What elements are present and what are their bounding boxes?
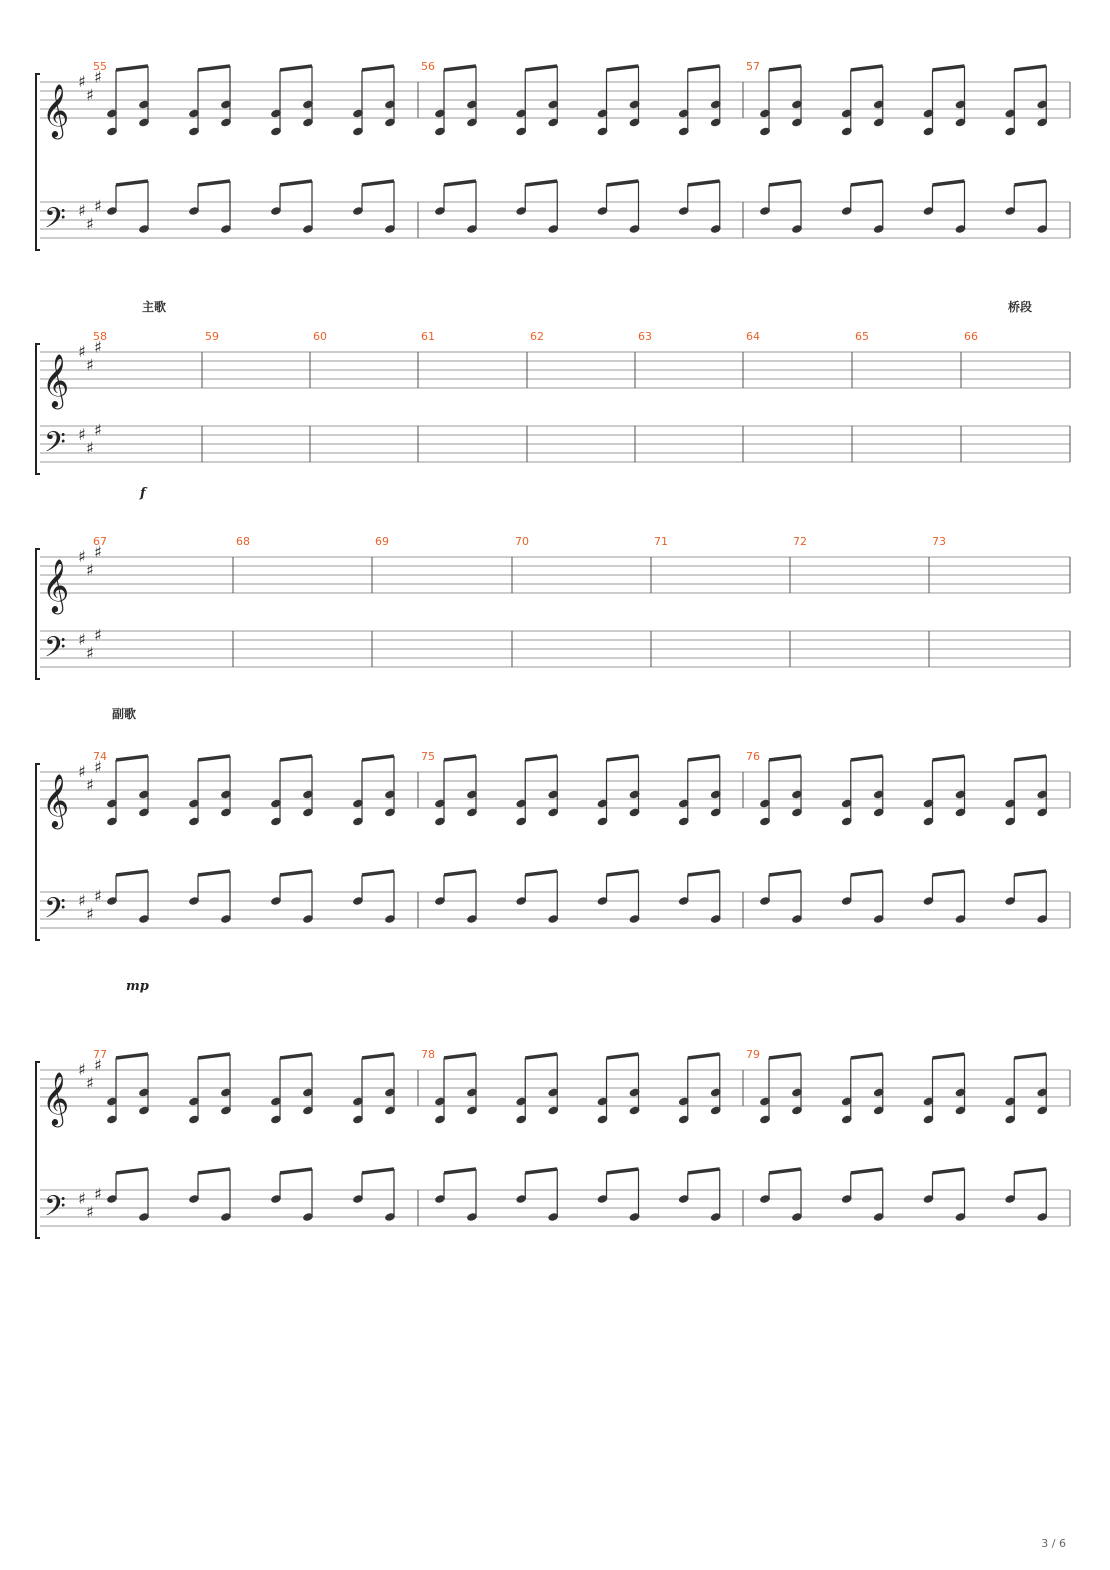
system-2-treble-key-sharp: ♯ <box>94 337 102 357</box>
system-4-treble-beat-beam <box>607 756 639 760</box>
system-1-treble-key-sharp: ♯ <box>94 67 102 87</box>
dynamic-mezzo-piano: mp <box>126 979 149 994</box>
measure-number: 55 <box>93 60 107 73</box>
measure-number: 58 <box>93 330 107 343</box>
system-2-bass-clef-icon: 𝄢 <box>44 426 66 466</box>
system-1-treble-beat-beam <box>116 66 148 70</box>
measure-number: 79 <box>746 1048 760 1061</box>
system-5-bass-clef-icon: 𝄢 <box>44 1190 66 1230</box>
system-1-bass-clef-icon: 𝄢 <box>44 202 66 242</box>
system-2-treble-key-sharp: ♯ <box>86 355 94 375</box>
system-5-treble-clef-icon: 𝄞 <box>42 1071 70 1125</box>
system-4-bass-beat-beam <box>933 871 965 875</box>
system-4-treble-beat-beam <box>116 756 148 760</box>
dynamic-forte: f <box>140 486 146 501</box>
system-3-bass-key-sharp: ♯ <box>86 643 94 663</box>
system-4-bass-beat-beam <box>851 871 883 875</box>
system-1-bass-beat-beam <box>769 181 801 185</box>
system-4-bass-key-sharp: ♯ <box>78 891 86 910</box>
system-5-bass-beat-beam <box>688 1169 720 1173</box>
system-2-system-bracket <box>36 344 40 474</box>
system-4-treble-beat-beam <box>933 756 965 760</box>
measure-number: 78 <box>421 1048 435 1061</box>
system-5-bass-beat-beam <box>280 1169 312 1173</box>
measure-number: 68 <box>236 535 250 548</box>
system-1-bass-beat-beam <box>280 181 312 185</box>
system-4-treble-beat-beam <box>362 756 394 760</box>
system-1-bass-key-sharp: ♯ <box>86 214 94 234</box>
system-3-bass-key-sharp: ♯ <box>94 625 102 645</box>
measure-number: 69 <box>375 535 389 548</box>
system-5-treble-beat-beam <box>607 1054 639 1058</box>
system-1-treble-beat-beam <box>198 66 230 70</box>
system-4-bass-beat-beam <box>280 871 312 875</box>
measure-number: 62 <box>530 330 544 343</box>
system-4-treble-beat-beam <box>280 756 312 760</box>
system-5-bass-key-sharp: ♯ <box>86 1202 94 1222</box>
system-1-bass-beat-beam <box>688 181 720 185</box>
measure-number: 67 <box>93 535 107 548</box>
measure-number: 59 <box>205 330 219 343</box>
system-5-bass-beat-beam <box>851 1169 883 1173</box>
system-1-treble-beat-beam <box>444 66 476 70</box>
system-5-treble-beat-beam <box>1014 1054 1046 1058</box>
measure-number: 56 <box>421 60 435 73</box>
section-label-bridge: 桥段 <box>1008 300 1033 314</box>
system-1-treble-beat-beam <box>525 66 557 70</box>
system-5-bass-beat-beam <box>116 1169 148 1173</box>
system-5-treble-beat-beam <box>688 1054 720 1058</box>
system-4-bass-beat-beam <box>444 871 476 875</box>
system-5-bass-beat-beam <box>362 1169 394 1173</box>
system-4-bass-beat-beam <box>1014 871 1046 875</box>
system-4-bass-beat-beam <box>525 871 557 875</box>
system-1-treble-beat-beam <box>607 66 639 70</box>
measure-number: 61 <box>421 330 435 343</box>
system-2-bass-key-sharp: ♯ <box>86 438 94 458</box>
system-1-bass-key-sharp: ♯ <box>78 201 86 220</box>
system-5-treble-beat-beam <box>851 1054 883 1058</box>
system-1-bass-beat-beam <box>362 181 394 185</box>
system-5-bass-beat-beam <box>607 1169 639 1173</box>
system-1-treble-beat-beam <box>933 66 965 70</box>
system-1-treble-beat-beam <box>1014 66 1046 70</box>
system-1-bass-key-sharp: ♯ <box>94 196 102 216</box>
system-4-bass-beat-beam <box>116 871 148 875</box>
system-5-system-bracket <box>36 1062 40 1238</box>
system-4-treble-key-sharp: ♯ <box>78 762 86 781</box>
measure-number: 70 <box>515 535 529 548</box>
system-1-treble-beat-beam <box>851 66 883 70</box>
system-1-system-bracket <box>36 74 40 250</box>
system-3-treble-clef-icon: 𝄞 <box>42 558 70 612</box>
measure-number: 77 <box>93 1048 107 1061</box>
page-number: 3 / 6 <box>1041 1537 1066 1550</box>
system-1-treble-clef-icon: 𝄞 <box>42 83 70 137</box>
system-5-bass-beat-beam <box>769 1169 801 1173</box>
system-5-bass-beat-beam <box>444 1169 476 1173</box>
measure-number: 71 <box>654 535 668 548</box>
system-1-bass-beat-beam <box>444 181 476 185</box>
system-4-bass-key-sharp: ♯ <box>86 904 94 924</box>
system-5-treble-key-sharp: ♯ <box>86 1073 94 1093</box>
section-label-chorus: 副歌 <box>112 707 137 721</box>
system-5-treble-beat-beam <box>198 1054 230 1058</box>
system-5-treble-key-sharp: ♯ <box>94 1055 102 1075</box>
system-3-treble-key-sharp: ♯ <box>94 542 102 562</box>
system-5-treble-beat-beam <box>280 1054 312 1058</box>
system-1-treble-beat-beam <box>280 66 312 70</box>
system-5-treble-beat-beam <box>769 1054 801 1058</box>
system-5-bass-beat-beam <box>525 1169 557 1173</box>
section-label-verse: 主歌 <box>142 300 167 314</box>
system-4-bass-beat-beam <box>607 871 639 875</box>
system-5-treble-beat-beam <box>362 1054 394 1058</box>
system-5-bass-beat-beam <box>1014 1169 1046 1173</box>
system-4-bass-beat-beam <box>198 871 230 875</box>
system-4-treble-clef-icon: 𝄞 <box>42 773 70 827</box>
system-4-treble-key-sharp: ♯ <box>86 775 94 795</box>
system-4-treble-beat-beam <box>1014 756 1046 760</box>
measure-number: 76 <box>746 750 760 763</box>
system-4-treble-key-sharp: ♯ <box>94 757 102 777</box>
system-4-bass-beat-beam <box>362 871 394 875</box>
system-4-treble-beat-beam <box>769 756 801 760</box>
system-4-bass-key-sharp: ♯ <box>94 886 102 906</box>
measure-number: 63 <box>638 330 652 343</box>
measure-number: 57 <box>746 60 760 73</box>
system-4-treble-beat-beam <box>688 756 720 760</box>
measure-number: 74 <box>93 750 107 763</box>
system-1-bass-beat-beam <box>851 181 883 185</box>
system-3-bass-key-sharp: ♯ <box>78 630 86 649</box>
system-1-bass-beat-beam <box>933 181 965 185</box>
system-5-treble-beat-beam <box>116 1054 148 1058</box>
system-1-treble-beat-beam <box>688 66 720 70</box>
system-5-bass-key-sharp: ♯ <box>94 1184 102 1204</box>
system-2-bass-key-sharp: ♯ <box>78 425 86 444</box>
measure-number: 60 <box>313 330 327 343</box>
system-5-treble-beat-beam <box>933 1054 965 1058</box>
system-5-bass-key-sharp: ♯ <box>78 1189 86 1208</box>
system-2-treble-key-sharp: ♯ <box>78 342 86 361</box>
system-1-bass-beat-beam <box>1014 181 1046 185</box>
system-1-bass-beat-beam <box>607 181 639 185</box>
measure-number: 66 <box>964 330 978 343</box>
system-3-treble-key-sharp: ♯ <box>86 560 94 580</box>
system-1-bass-beat-beam <box>525 181 557 185</box>
system-3-system-bracket <box>36 549 40 679</box>
system-4-treble-beat-beam <box>525 756 557 760</box>
system-1-bass-beat-beam <box>116 181 148 185</box>
system-4-system-bracket <box>36 764 40 940</box>
system-3-bass-clef-icon: 𝄢 <box>44 631 66 671</box>
measure-number: 75 <box>421 750 435 763</box>
measure-number: 65 <box>855 330 869 343</box>
system-1-bass-beat-beam <box>198 181 230 185</box>
system-5-bass-beat-beam <box>198 1169 230 1173</box>
system-4-treble-beat-beam <box>851 756 883 760</box>
system-4-bass-beat-beam <box>688 871 720 875</box>
system-1-treble-beat-beam <box>769 66 801 70</box>
system-3-treble-key-sharp: ♯ <box>78 547 86 566</box>
system-5-treble-beat-beam <box>444 1054 476 1058</box>
system-5-treble-key-sharp: ♯ <box>78 1060 86 1079</box>
system-1-treble-key-sharp: ♯ <box>86 85 94 105</box>
system-4-bass-beat-beam <box>769 871 801 875</box>
system-4-treble-beat-beam <box>198 756 230 760</box>
system-4-bass-clef-icon: 𝄢 <box>44 892 66 932</box>
system-2-treble-clef-icon: 𝄞 <box>42 353 70 407</box>
measure-number: 73 <box>932 535 946 548</box>
system-2-bass-key-sharp: ♯ <box>94 420 102 440</box>
system-5-treble-beat-beam <box>525 1054 557 1058</box>
system-5-bass-beat-beam <box>933 1169 965 1173</box>
system-1-treble-beat-beam <box>362 66 394 70</box>
measure-number: 64 <box>746 330 760 343</box>
measure-number: 72 <box>793 535 807 548</box>
system-4-treble-beat-beam <box>444 756 476 760</box>
system-1-treble-key-sharp: ♯ <box>78 72 86 91</box>
